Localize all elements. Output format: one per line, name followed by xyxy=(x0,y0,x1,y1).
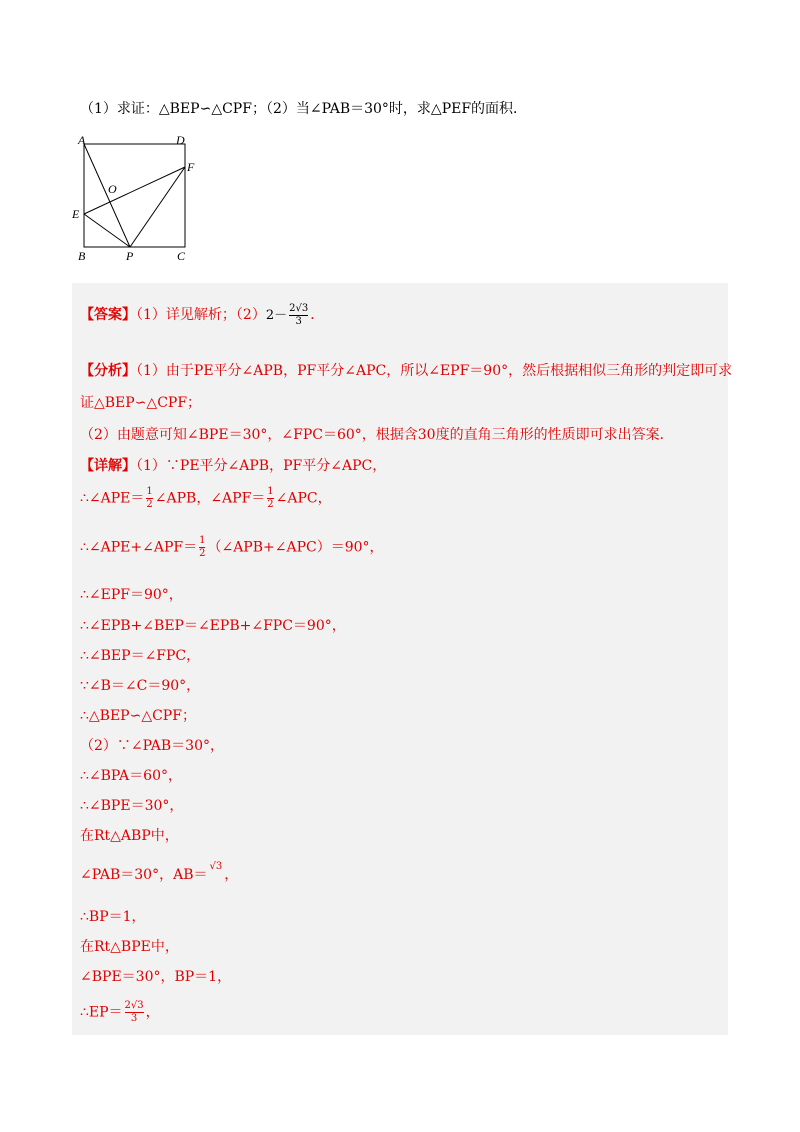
detail-l13a: ∠PAB＝30°，AB＝ xyxy=(80,867,208,883)
detail-line-12: 在Rt△ABP中， xyxy=(80,828,179,844)
half-num-1: 1 xyxy=(146,486,153,497)
answer-line xyxy=(80,303,324,328)
detail-l17a: ∴EP＝ xyxy=(80,1004,123,1021)
half-fraction-1 xyxy=(146,486,152,511)
label-A: A xyxy=(78,133,86,147)
detail-line-15: 在Rt△BPE中， xyxy=(80,939,179,955)
analysis-line-3: （2）由题意可知∠BPE＝30°，∠FPC＝60°，根据含30度的直角三角形的性质即可求出答案． xyxy=(80,427,674,443)
half-num-3: 1 xyxy=(199,535,206,546)
half-fraction-2 xyxy=(267,486,273,511)
analysis-line-1 xyxy=(80,360,732,380)
segment-PF xyxy=(130,167,185,247)
detail-line-13 xyxy=(80,861,239,884)
detail-l2c: ∠APC， xyxy=(275,490,332,507)
analysis-text-1: （1）由于PE平分∠APB，PF平分∠APC，所以∠EPF＝90°，然后根据相似三角形的判定即可求 xyxy=(136,363,733,379)
detail-line-11: ∴∠BPE＝30°， xyxy=(80,798,184,814)
sqrt3: √3 xyxy=(209,861,223,872)
detail-line-17 xyxy=(80,1000,160,1025)
label-O: O xyxy=(108,182,117,196)
detail-line-2 xyxy=(80,486,332,511)
half-den-1: 2 xyxy=(146,499,153,510)
segment-EF xyxy=(84,167,185,214)
detail-line-4: ∴∠EPF＝90°， xyxy=(80,587,183,603)
answer-expression xyxy=(265,303,310,327)
half-fraction-3 xyxy=(199,535,205,560)
answer-fraction xyxy=(289,303,308,328)
question-text xyxy=(80,98,527,118)
detail-line-14: ∴BP＝1， xyxy=(80,909,146,925)
answer-tag: 【答案】 xyxy=(80,307,136,323)
detail-line-6: ∴∠BEP＝∠FPC， xyxy=(80,648,201,664)
answer-expr-lead: 2－ xyxy=(265,308,288,323)
detail-text-1: （1）∵PE平分∠APB，PF平分∠APC， xyxy=(136,458,387,474)
detail-l3a: ∴∠APE+∠APF＝ xyxy=(80,539,198,556)
half-num-2: 1 xyxy=(267,486,274,497)
analysis-tag: 【分析】 xyxy=(80,363,136,379)
detail-line-16: ∠BPE＝30°，BP＝1， xyxy=(80,969,232,985)
analysis-line-2: 证△BEP∽△CPF； xyxy=(80,395,202,411)
question-line: （1）求证：△BEP∽△CPF；（2）当∠PAB＝30°时，求△PEF的面积． xyxy=(80,101,528,117)
detail-l17b: ， xyxy=(145,1004,160,1021)
geometry-figure xyxy=(70,132,200,262)
answer-frac-den: 3 xyxy=(295,316,302,327)
detail-l3b: （∠APB+∠APC）＝90°， xyxy=(207,539,384,556)
label-F: F xyxy=(187,160,195,174)
answer-text: （1）详见解析；（2） xyxy=(136,307,266,323)
answer-frac-num: 2√3 xyxy=(289,303,309,314)
detail-tag: 【详解】 xyxy=(80,458,136,474)
ep-den: 3 xyxy=(130,1013,138,1024)
half-den-3: 2 xyxy=(199,548,206,559)
square-ABCD xyxy=(84,144,185,247)
detail-line-3 xyxy=(80,535,384,560)
detail-l2a: ∴∠APE＝ xyxy=(80,490,145,507)
label-D: D xyxy=(176,133,185,147)
label-P: P xyxy=(126,249,134,262)
ep-num: 2√3 xyxy=(124,1000,144,1011)
detail-line-10: ∴∠BPA＝60°， xyxy=(80,768,182,784)
detail-l2b: ∠APB，∠APF＝ xyxy=(154,490,266,507)
detail-line-8: ∴△BEP∽△CPF； xyxy=(80,708,196,724)
label-C: C xyxy=(177,249,186,262)
ep-fraction xyxy=(125,1000,144,1025)
half-den-2: 2 xyxy=(267,499,274,510)
label-E: E xyxy=(72,207,80,221)
label-B: B xyxy=(78,249,86,262)
detail-line-7: ∵∠B＝∠C＝90°， xyxy=(80,678,201,694)
detail-line-9: （2）∵∠PAB＝30°， xyxy=(80,738,224,754)
detail-line-5: ∴∠EPB+∠BEP＝∠EPB+∠FPC＝90°， xyxy=(80,618,346,634)
detail-line-1 xyxy=(80,455,386,475)
detail-l13b: ， xyxy=(224,867,239,883)
answer-end: ． xyxy=(310,307,325,323)
